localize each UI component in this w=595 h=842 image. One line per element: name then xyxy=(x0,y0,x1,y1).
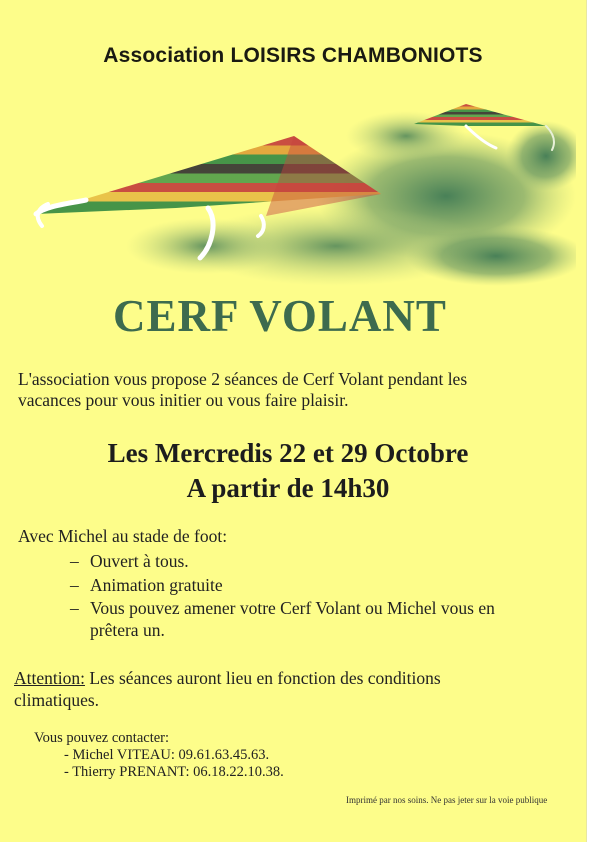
details-list xyxy=(70,549,570,641)
list-item-text: Animation gratuite xyxy=(90,575,223,595)
intro-paragraph xyxy=(18,369,558,411)
kites-in-sky-illustration xyxy=(26,96,576,286)
main-title: CERF VOLANT xyxy=(113,291,447,341)
contact-heading: Vous pouvez contacter: xyxy=(34,730,170,746)
attention-notice xyxy=(14,667,544,711)
attention-label: Attention: xyxy=(14,668,85,688)
dates-line: Les Mercredis 22 et 29 Octobre xyxy=(107,438,469,468)
contact-entry: - Michel VITEAU: 09.61.63.45.63. xyxy=(64,747,270,763)
intro-line: L'association vous propose 2 séances de Cerf Volant pendant les xyxy=(18,369,468,389)
time-line: A partir de 14h30 xyxy=(186,473,390,503)
contact-entry: - Thierry PRENANT: 06.18.22.10.38. xyxy=(64,764,284,780)
printer-note: Imprimé par nos soins. Ne pas jeter sur la voie publique xyxy=(346,795,548,805)
attention-text: Les séances auront lieu en fonction des conditions xyxy=(84,668,441,688)
list-item xyxy=(70,573,570,597)
list-item xyxy=(70,549,570,573)
location-line: Avec Michel au stade de foot: xyxy=(18,526,228,546)
dash-bullet: – xyxy=(70,551,79,571)
list-item-text: Ouvert à tous. xyxy=(90,551,189,571)
list-item xyxy=(70,597,570,641)
event-dates xyxy=(0,436,586,506)
dash-bullet: – xyxy=(70,598,79,618)
intro-line: vacances pour vous initier ou vous faire plaisir. xyxy=(18,390,349,410)
attention-text: climatiques. xyxy=(14,690,100,710)
contact-block xyxy=(34,730,284,781)
list-item-text: Vous pouvez amener votre Cerf Volant ou Michel vous en xyxy=(90,598,495,618)
dash-bullet: – xyxy=(70,575,79,595)
association-title: Association LOISIRS CHAMBONIOTS xyxy=(103,44,483,67)
list-item-text: prêtera un. xyxy=(90,620,165,640)
